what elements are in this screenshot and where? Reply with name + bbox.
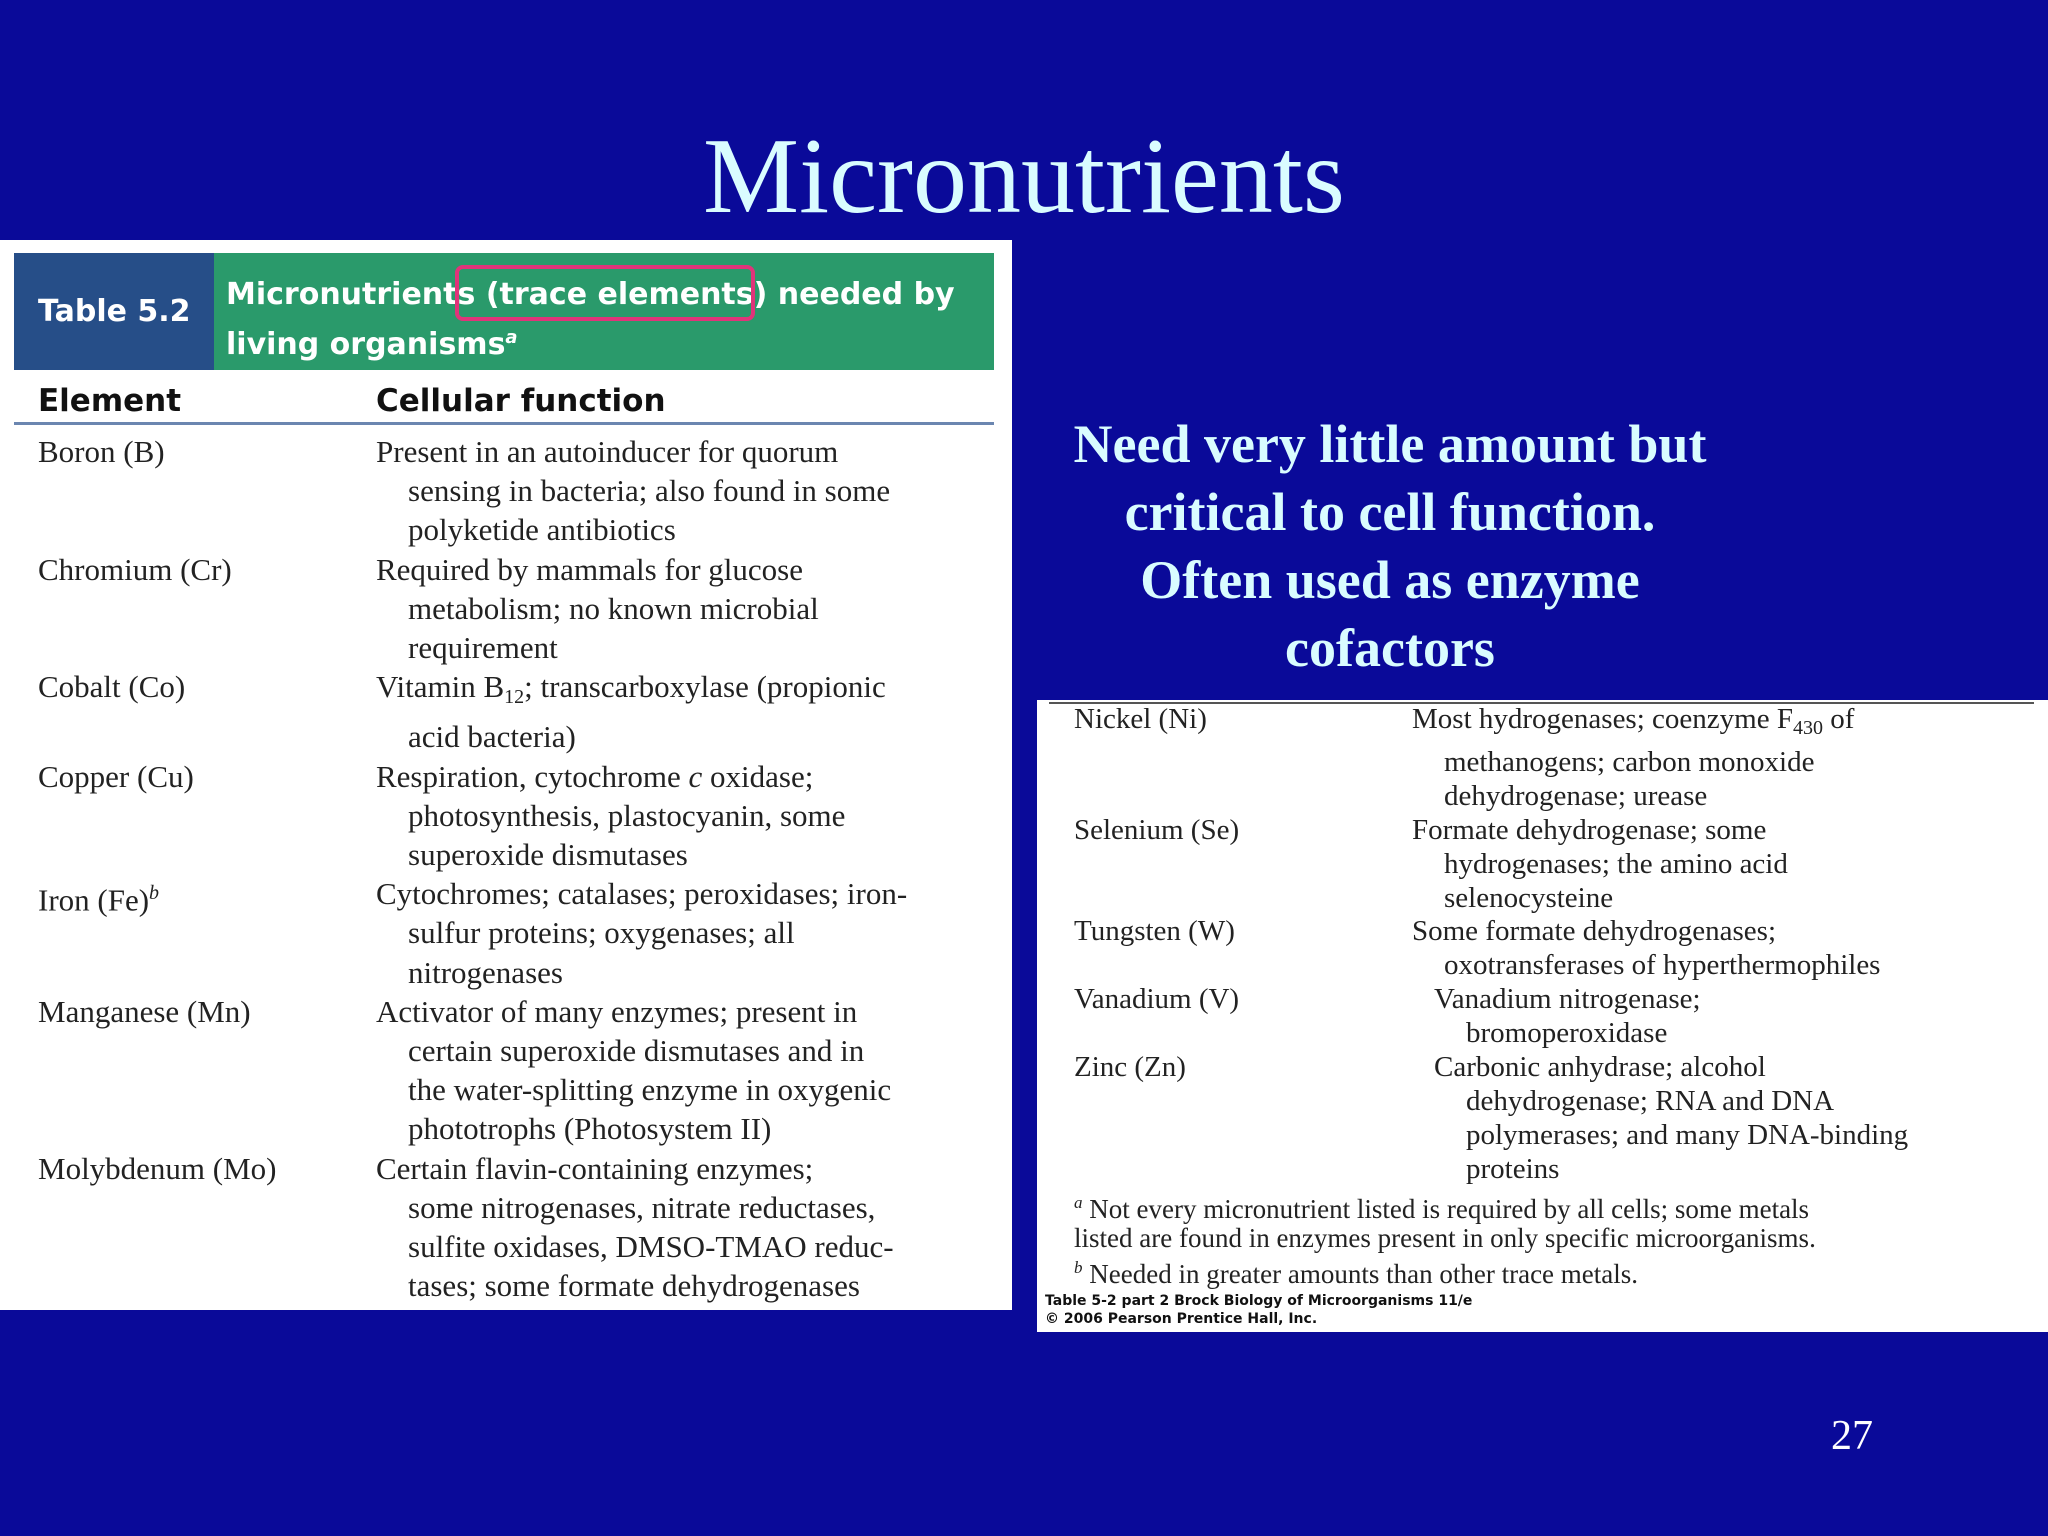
function-line: Certain flavin-containing enzymes; (376, 1150, 814, 1186)
function-line: bromoperoxidase (1466, 1017, 1668, 1050)
table-row (1074, 983, 2044, 1051)
table-caption (214, 253, 994, 370)
function-cell (376, 432, 998, 550)
callout-line: Often used as enzyme (1140, 550, 1640, 610)
element-cell: Manganese (Mn) (38, 993, 251, 1029)
function-cell (376, 992, 998, 1149)
table-5-2-part-2 (1037, 700, 2048, 1332)
footnote-mark: b (149, 882, 160, 905)
footnote-mark: a (1074, 1193, 1083, 1212)
table-5-2-part-1 (0, 240, 1012, 1310)
function-line: Vitamin $B_{12}$; transcarboxylase (propionic (376, 669, 886, 709)
function-line: hydrogenases; the amino acid (1444, 847, 1788, 880)
callout-line: critical to cell function. (1124, 482, 1656, 542)
function-line: Carbonic anhydrase; alcohol (1434, 1051, 1766, 1084)
table-header (14, 253, 994, 370)
table-row (1074, 1051, 2044, 1187)
table-row (1074, 703, 2044, 814)
caption-footnote-mark: a (505, 327, 518, 348)
source-credit (1045, 1292, 1472, 1328)
function-line: Cytochromes; catalases; peroxidases; iron- (376, 876, 908, 912)
table-row (1074, 814, 2044, 916)
table-number: Table 5.2 (14, 253, 214, 370)
caption-part-2: needed by (777, 277, 955, 312)
function-line: oxotransferases of hyperthermophiles (1444, 949, 1881, 982)
function-cell (376, 874, 998, 992)
function-line: Activator of many enzymes; present in (376, 993, 858, 1029)
element-name: Iron (Fe) (38, 882, 150, 918)
column-header-element: Element (38, 383, 182, 419)
callout-line: Need very little amount but (1073, 414, 1707, 474)
function-line: metabolism; no known microbial (408, 590, 819, 626)
function-cell (1412, 983, 2044, 1051)
function-line: requirement (408, 630, 558, 666)
table-row (38, 757, 998, 875)
function-cell (1412, 1051, 2044, 1187)
function-line: Most hydrogenases; coenzyme $F_{430}$ of (1412, 703, 1855, 739)
table-row (38, 667, 998, 756)
element-cell: Tungsten (W) (1074, 915, 1235, 948)
function-line: methanogens; carbon monoxide (1444, 745, 1815, 778)
function-line: polyketide antibiotics (408, 512, 676, 548)
table-body (1074, 703, 2044, 1187)
table-body (38, 432, 998, 1305)
element-cell: Nickel (Ni) (1074, 703, 1207, 735)
function-line: tases; some formate dehydrogenases (408, 1268, 860, 1304)
element-cell: Zinc (Zn) (1074, 1051, 1186, 1084)
credit-line: Table 5-2 part 2 Brock Biology of Microorganisms 11/e (1045, 1293, 1473, 1309)
footnote-b (1074, 1253, 2034, 1289)
table-row (1074, 915, 2044, 983)
function-line: phototrophs (Photosystem II) (408, 1111, 772, 1147)
function-line: Vanadium nitrogenase; (1434, 983, 1701, 1016)
table-row (38, 1149, 998, 1306)
function-line: selenocysteine (1444, 881, 1614, 914)
highlight-box (455, 265, 755, 321)
function-line: sensing in bacteria; also found in some (408, 473, 891, 509)
callout-text (1035, 410, 1745, 682)
element-cell: Boron (B) (38, 434, 165, 469)
function-line: photosynthesis, plastocyanin, some (408, 797, 846, 833)
caption-line-2: living organisms (226, 327, 506, 362)
element-cell: Cobalt (Co) (38, 669, 186, 705)
table-row (38, 992, 998, 1149)
function-cell (376, 1149, 998, 1306)
function-line: sulfur proteins; oxygenases; all (408, 915, 795, 951)
function-line: acid bacteria) (408, 719, 576, 755)
table-footnotes (1074, 1188, 2034, 1289)
element-cell: Vanadium (V) (1074, 983, 1240, 1016)
footnote-a (1074, 1188, 2034, 1224)
callout-line: cofactors (1285, 618, 1495, 678)
function-cell (376, 667, 998, 756)
function-line: polymerases; and many DNA-binding (1466, 1118, 1909, 1151)
caption-highlighted-text: s (trace elements) (457, 277, 778, 312)
function-line: proteins (1466, 1152, 1560, 1185)
function-line: Some formate dehydrogenases; (1412, 915, 1777, 948)
slide-title: Micronutrients (703, 117, 1345, 236)
element-cell: Molybdenum (Mo) (38, 1150, 277, 1186)
function-line: Respiration, cytochrome c oxidase; (376, 758, 814, 794)
function-cell (1412, 915, 2044, 983)
footnote-a-continued: listed are found in enzymes present in only specific microorganisms. (1074, 1223, 1816, 1253)
function-line: nitrogenases (408, 954, 563, 990)
footnote-mark: b (1074, 1258, 1083, 1277)
function-line: Formate dehydrogenase; some (1412, 813, 1767, 846)
footnote-text: Needed in greater amounts than other trace metals. (1089, 1259, 1639, 1289)
function-line: Required by mammals for glucose (376, 551, 804, 587)
function-line: Present in an autoinducer for quorum (376, 434, 839, 469)
footnote-text: Not every micronutrient listed is required by all cells; some metals (1089, 1194, 1810, 1224)
page-number: 27 (1831, 1413, 1873, 1459)
element-cell (38, 874, 376, 992)
table-row (38, 432, 998, 550)
function-line: certain superoxide dismutases and in (408, 1033, 865, 1069)
caption-part-1: Micronutrient (226, 277, 458, 312)
table-row (38, 550, 998, 668)
function-cell (1412, 703, 2044, 814)
credit-line: © 2006 Pearson Prentice Hall, Inc. (1045, 1311, 1318, 1327)
element-cell: Chromium (Cr) (38, 551, 232, 587)
function-cell (376, 757, 998, 875)
function-line: sulfite oxidases, DMSO-TMAO reduc- (408, 1229, 894, 1265)
column-header-function: Cellular function (376, 383, 666, 419)
element-cell: Selenium (Se) (1074, 813, 1240, 846)
function-cell (376, 550, 998, 668)
function-line: superoxide dismutases (408, 837, 688, 873)
function-line: dehydrogenase; urease (1444, 779, 1708, 812)
function-line: dehydrogenase; RNA and DNA (1466, 1084, 1835, 1117)
function-line: the water-splitting enzyme in oxygenic (408, 1072, 892, 1108)
column-headers (14, 375, 994, 425)
function-cell (1412, 814, 2044, 916)
element-cell: Copper (Cu) (38, 758, 194, 794)
table-row (38, 874, 998, 992)
function-line: some nitrogenases, nitrate reductases, (408, 1189, 876, 1225)
